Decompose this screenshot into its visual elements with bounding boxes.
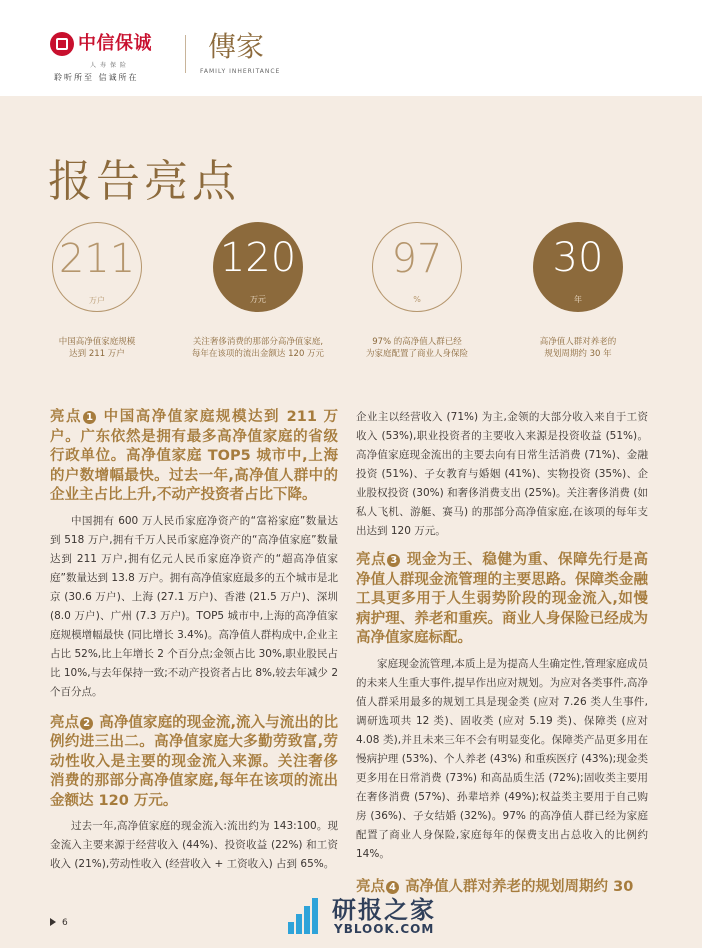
highlight-text: 中国高净值家庭规模达到 211 万户。广东依然是拥有最多高净值家庭的省级行政单位。高净值家庭 TOP5 城市中,上海的户数增幅最快。过去一年,高净值人群中的企业主占比上升,不动产投资者占比下降。 bbox=[50, 409, 338, 503]
right-column bbox=[356, 408, 648, 897]
logo-sub: 人寿保险 bbox=[90, 62, 131, 69]
paragraph-3: 家庭现金流管理,本质上是为提高人生确定性,管理家庭成员的未来人生重大事件,提早作出应对规划。为应对各类事件,高净值人群采用最多的规划工具是现金类 (应对 7.26 类人生事件,调研选项共 12 类)、固收类 (应对 5.19 类)、保障类 (应对 4.08 类),并且未来三年不会有明显变化。保障类产品更多用在慢病护理 (53%)、个人养老 (43%) 和重疾医疗 (43%);现金类更多用在日常消费 (73%) 和高品质生活 (72%);固收类主要用在奢侈消费 (57%)、孙辈培养 (49%);权益类主要用于自己购房 (36%)、子女结婚 (32%)。97% 的高净值人群已经为家庭配置了商业人身保险,家庭每年的保费支出占总收入的比例约 14%。 bbox=[356, 657, 648, 860]
highlight-number: 3 bbox=[387, 554, 400, 567]
left-column bbox=[50, 408, 338, 917]
family-inheritance-logo bbox=[200, 30, 280, 80]
stat-number: 211 bbox=[58, 236, 136, 282]
stat-caption-4: 高净值人群对养老的 规划周期约 30 年 bbox=[539, 337, 617, 359]
stat-unit: 年 bbox=[574, 295, 582, 304]
stat-number: 97 bbox=[391, 236, 443, 282]
watermark-en: YBLOOK.COM bbox=[334, 922, 435, 936]
highlight-tag: 亮点 bbox=[356, 552, 387, 568]
stat-caption-1: 中国高净值家庭规模 达到 211 万户 bbox=[58, 337, 136, 359]
paragraph-2-tail: 企业主以经营收入 (71%) 为主,金领的大部分收入来自于工资收入 (53%),职业投资者的主要收入来源是投资收益 (51%)。高净值家庭现金流出的主要去向有日常生活消费 (71%)、金融投资 (51%)、子女教育与婚姻 (41%)、实物投资 (35%)、企业股权投资 (30%) 和奢侈消费支出 (25%)。关注奢侈消费 (如私人飞机、游艇、赛马) 的那部分高净值家庭,在该项的每年支出达到 120 万元。 bbox=[356, 411, 648, 537]
highlight-heading-2 bbox=[50, 714, 338, 812]
page-number bbox=[50, 918, 68, 928]
page-arrow-icon bbox=[50, 918, 56, 926]
page-number-text: 6 bbox=[62, 918, 68, 928]
watermark bbox=[288, 888, 448, 944]
brand2-mark: 傳家 bbox=[208, 30, 265, 63]
header-divider bbox=[185, 35, 186, 73]
stat-circle-1 bbox=[52, 222, 142, 312]
stat-unit: 万元 bbox=[250, 295, 266, 304]
highlight-heading-3 bbox=[356, 551, 648, 649]
highlight-number: 4 bbox=[386, 881, 399, 894]
header-bar bbox=[0, 0, 702, 96]
logo-name: 中信保诚 bbox=[78, 33, 152, 54]
highlight-number: 1 bbox=[83, 411, 96, 424]
stat-number: 120 bbox=[219, 235, 297, 281]
stat-caption-3: 97% 的高净值人群已经 为家庭配置了商业人身保险 bbox=[365, 337, 468, 359]
brand2-en: FAMILY INHERITANCE bbox=[200, 68, 281, 75]
stat-circle-3 bbox=[372, 222, 462, 312]
stat-unit: 万户 bbox=[89, 296, 105, 305]
highlight-tag: 亮点 bbox=[356, 878, 385, 895]
stat-circle-4 bbox=[533, 222, 623, 312]
stat-circle-2 bbox=[213, 222, 303, 312]
stat-caption-2: 关注奢侈消费的那部分高净值家庭, 每年在该项的流出金额达 120 万元 bbox=[191, 337, 325, 359]
paragraph-2-continued bbox=[356, 408, 648, 541]
citic-prudential-logo bbox=[50, 32, 190, 82]
highlight-text: 高净值人群对养老的规划周期约 30 bbox=[405, 878, 634, 895]
stat-number: 30 bbox=[552, 235, 604, 281]
watermark-cn: 研报之家 bbox=[332, 896, 436, 924]
stat-unit: % bbox=[413, 295, 421, 304]
paragraph-1: 中国拥有 600 万人民币家庭净资产的“富裕家庭”数量达到 518 万户,拥有千万人民币家庭净资产的“高净值家庭”数量达到 211 万户,拥有亿元人民币家庭净资产的“超高净值家庭”数量达到 13.8 万户。拥有高净值家庭最多的五个城市是北京 (30.6 万户)、上海 (27.1 万户)、香港 (21.5 万户)、深圳 (8.0 万户)、广州 (7.3 万户)。TOP5 城市中,上海的高净值家庭规模增幅最快 (同比增长 3.4%)。高净值人群构成中,企业主占比 52%,比上年增长 2 个百分点;金领占比 30%,职业股民占比 10%,与去年保持一致;不动产投资者占比 8%,较去年减少 2 个百分点。 bbox=[50, 514, 338, 698]
watermark-bars-icon bbox=[288, 894, 326, 934]
page-title: 报告亮点 bbox=[48, 156, 240, 207]
highlight-tag: 亮点 bbox=[50, 409, 83, 425]
highlight-number: 2 bbox=[80, 717, 93, 730]
citic-logo-icon bbox=[50, 32, 74, 56]
highlight-heading-1 bbox=[50, 408, 338, 506]
highlight-tag: 亮点 bbox=[50, 714, 80, 731]
highlight-text: 高净值家庭的现金流,流入与流出的比例约进三出二。高净值家庭大多勤劳致富,劳动性收入是主要的现金流入来源。关注奢侈消费的那部分高净值家庭,每年在该项的流出金额达 120 万元。 bbox=[50, 714, 338, 809]
logo-slogan: 聆听所至 信诚所在 bbox=[54, 73, 139, 82]
highlight-text: 现金为王、稳健为重、保障先行是高净值人群现金流管理的主要思路。保障类金融工具更多用于人生弱势阶段的现金流入,如慢病护理、养老和重疾。商业人身保险已经成为高净值家庭标配。 bbox=[356, 552, 648, 646]
paragraph-2: 过去一年,高净值家庭的现金流入:流出约为 143:100。现金流入主要来源于经营收入 (44%)、投资收益 (22%) 和工资收入 (21%),劳动性收入 (经营收入 + 工资收入) 占到 65%。 bbox=[50, 820, 338, 870]
